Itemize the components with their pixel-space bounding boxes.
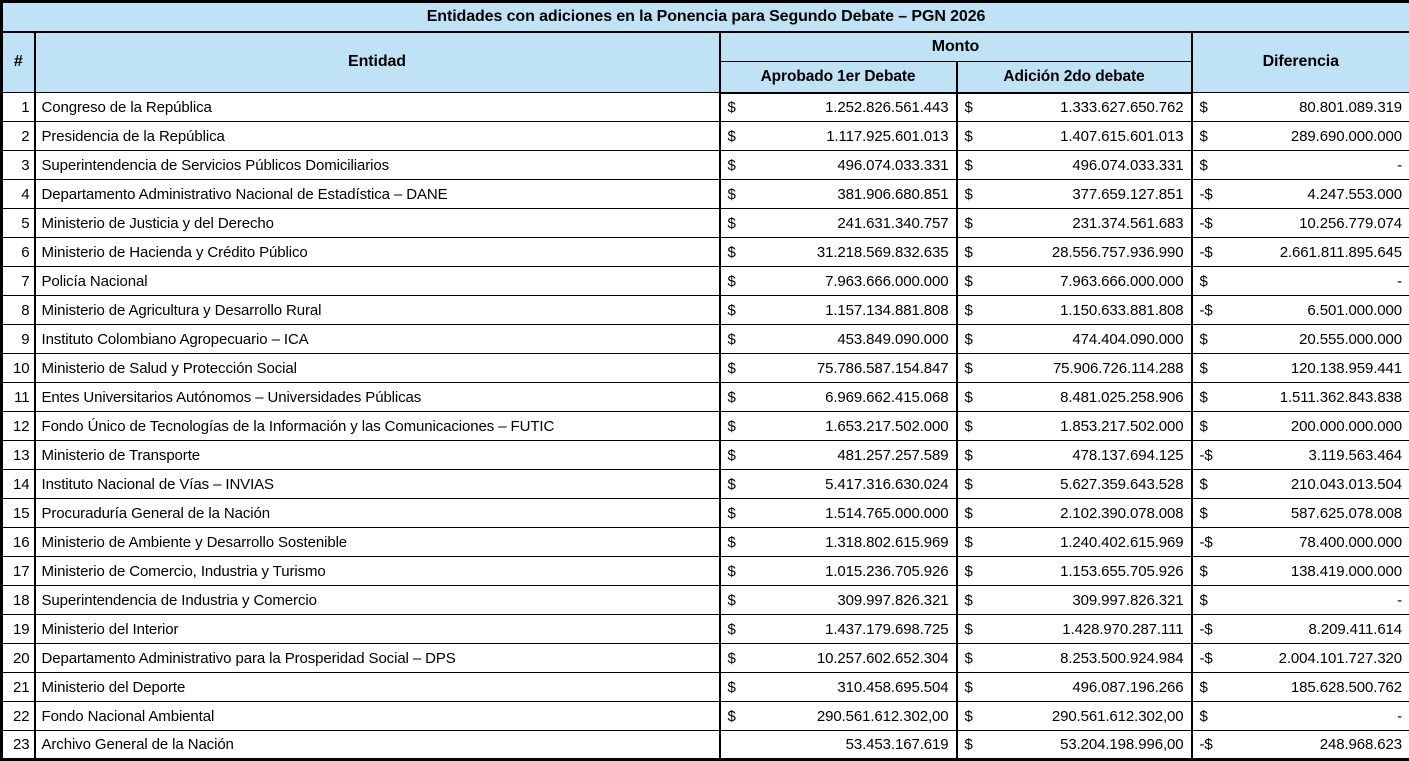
difference-cell [1192,673,1409,702]
approved-cell [720,238,957,267]
approved-cell [720,151,957,180]
table-row [2,731,1409,760]
difference-value: 4.247.553.000 [1307,186,1402,203]
table-row [2,644,1409,673]
table-row [2,702,1409,731]
row-number-cell: 6 [2,238,35,267]
approved-cell [720,702,957,731]
difference-value: 80.801.089.319 [1299,99,1402,116]
table-row [2,499,1409,528]
difference-currency-symbol: $ [1200,679,1208,696]
addition-value: 28.556.757.936.990 [1052,244,1184,261]
difference-currency-symbol: $ [1200,476,1208,493]
row-number-cell: 8 [2,296,35,325]
addition-cell [957,412,1192,441]
approved-value: 1.437.179.698.725 [825,621,948,638]
approved-cell [720,122,957,151]
entity-name-cell: Ministerio de Ambiente y Desarrollo Sostenible [35,528,720,557]
difference-currency-symbol: $ [1200,128,1208,145]
table-row [2,209,1409,238]
row-number-cell: 22 [2,702,35,731]
row-number-cell: 10 [2,354,35,383]
difference-value: 2.004.101.727.320 [1279,650,1402,667]
row-number-cell: 5 [2,209,35,238]
row-number-cell: 21 [2,673,35,702]
difference-currency-symbol: $ [1200,708,1208,725]
table-row [2,354,1409,383]
approved-cell [720,731,957,760]
addition-value: 1.407.615.601.013 [1060,128,1183,145]
entity-name-cell: Ministerio de Comercio, Industria y Turismo [35,557,720,586]
entity-name-cell: Congreso de la República [35,93,720,122]
addition-currency-symbol: $ [965,708,973,725]
approved-currency-symbol: $ [728,99,736,116]
table-row [2,412,1409,441]
table-row [2,325,1409,354]
table-row [2,528,1409,557]
row-number-cell: 12 [2,412,35,441]
difference-currency-symbol: $ [1200,389,1208,406]
approved-value: 1.653.217.502.000 [825,418,948,435]
difference-value: - [1397,157,1402,174]
row-number-cell: 11 [2,383,35,412]
difference-currency-symbol: -$ [1200,186,1213,203]
entity-name-cell: Presidencia de la República [35,122,720,151]
row-number-cell: 13 [2,441,35,470]
approved-currency-symbol: $ [728,447,736,464]
addition-currency-symbol: $ [965,99,973,116]
addition-value: 496.074.033.331 [1072,157,1183,174]
addition-currency-symbol: $ [965,157,973,174]
col-header-monto-group: Monto [720,32,1192,62]
difference-value: 1.511.362.843.838 [1280,389,1402,406]
approved-currency-symbol: $ [728,360,736,377]
approved-value: 75.786.587.154.847 [817,360,949,377]
approved-currency-symbol: $ [728,331,736,348]
approved-currency-symbol: $ [728,273,736,290]
addition-currency-symbol: $ [965,563,973,580]
row-number-cell: 7 [2,267,35,296]
entity-name-cell: Fondo Único de Tecnologías de la Información y las Comunicaciones – FUTIC [35,412,720,441]
table-row [2,441,1409,470]
approved-value: 290.561.612.302,00 [817,708,949,725]
difference-cell [1192,151,1409,180]
addition-currency-symbol: $ [965,186,973,203]
row-number-cell: 19 [2,615,35,644]
difference-currency-symbol: $ [1200,157,1208,174]
difference-currency-symbol: $ [1200,273,1208,290]
addition-value: 231.374.561.683 [1072,215,1183,232]
addition-currency-symbol: $ [965,650,973,667]
table-row [2,151,1409,180]
entity-name-cell: Ministerio de Hacienda y Crédito Público [35,238,720,267]
approved-currency-symbol: $ [728,389,736,406]
entity-name-cell: Departamento Administrativo para la Prosperidad Social – DPS [35,644,720,673]
addition-cell [957,180,1192,209]
entity-name-cell: Ministerio de Justicia y del Derecho [35,209,720,238]
row-number-cell: 20 [2,644,35,673]
addition-cell [957,209,1192,238]
approved-cell [720,470,957,499]
addition-currency-symbol: $ [965,534,973,551]
row-number-cell: 15 [2,499,35,528]
addition-value: 474.404.090.000 [1072,331,1183,348]
table-row [2,296,1409,325]
addition-cell [957,383,1192,412]
addition-cell [957,702,1192,731]
approved-cell [720,180,957,209]
addition-currency-symbol: $ [965,592,973,609]
difference-currency-symbol: -$ [1200,621,1213,638]
difference-currency-symbol: $ [1200,418,1208,435]
approved-value: 241.631.340.757 [837,215,948,232]
difference-cell [1192,470,1409,499]
addition-cell [957,354,1192,383]
addition-cell [957,499,1192,528]
approved-cell [720,586,957,615]
table-row [2,93,1409,122]
difference-value: 185.628.500.762 [1291,679,1402,696]
difference-value: 248.968.623 [1320,736,1402,753]
difference-cell [1192,644,1409,673]
approved-currency-symbol: $ [728,186,736,203]
col-header-entity: Entidad [35,32,720,93]
difference-cell [1192,412,1409,441]
col-header-num: # [2,32,35,93]
difference-cell [1192,702,1409,731]
approved-value: 310.458.695.504 [837,679,948,696]
approved-currency-symbol: $ [728,708,736,725]
approved-value: 31.218.569.832.635 [817,244,949,261]
addition-currency-symbol: $ [965,331,973,348]
addition-value: 1.150.633.881.808 [1060,302,1183,319]
addition-cell [957,557,1192,586]
addition-value: 2.102.390.078.008 [1060,505,1183,522]
approved-cell [720,615,957,644]
entity-name-cell: Ministerio de Salud y Protección Social [35,354,720,383]
addition-currency-symbol: $ [965,476,973,493]
addition-cell [957,644,1192,673]
approved-value: 1.318.802.615.969 [825,534,948,551]
col-header-difference: Diferencia [1192,32,1409,93]
table-title: Entidades con adiciones en la Ponencia para Segundo Debate – PGN 2026 [2,2,1409,32]
approved-value: 1.117.925.601.013 [826,128,948,145]
approved-value: 1.015.236.705.926 [825,563,948,580]
addition-currency-symbol: $ [965,679,973,696]
row-number-cell: 4 [2,180,35,209]
approved-cell [720,412,957,441]
difference-cell [1192,238,1409,267]
addition-value: 1.333.627.650.762 [1060,99,1183,116]
approved-currency-symbol: $ [728,128,736,145]
addition-cell [957,528,1192,557]
addition-cell [957,122,1192,151]
difference-cell [1192,122,1409,151]
approved-cell [720,209,957,238]
difference-currency-symbol: -$ [1200,534,1213,551]
difference-cell [1192,180,1409,209]
difference-cell [1192,499,1409,528]
col-header-approved: Aprobado 1er Debate [720,62,957,93]
table-row [2,557,1409,586]
difference-cell [1192,93,1409,122]
addition-currency-symbol: $ [965,736,973,753]
row-number-cell: 3 [2,151,35,180]
approved-cell [720,296,957,325]
table-row [2,586,1409,615]
approved-cell [720,267,957,296]
row-number-cell: 1 [2,93,35,122]
approved-value: 496.074.033.331 [837,157,948,174]
addition-cell [957,93,1192,122]
table-row [2,615,1409,644]
addition-value: 496.087.196.266 [1072,679,1183,696]
addition-currency-symbol: $ [965,360,973,377]
difference-value: 587.625.078.008 [1291,505,1402,522]
addition-cell [957,325,1192,354]
difference-currency-symbol: -$ [1200,302,1213,319]
difference-value: - [1397,592,1402,609]
difference-value: 2.661.811.895.645 [1280,244,1402,261]
addition-currency-symbol: $ [965,447,973,464]
approved-currency-symbol: $ [728,418,736,435]
row-number-cell: 23 [2,731,35,760]
approved-value: 6.969.662.415.068 [825,389,948,406]
difference-value: 3.119.563.464 [1309,447,1403,464]
addition-cell [957,441,1192,470]
difference-cell [1192,441,1409,470]
approved-cell [720,557,957,586]
addition-value: 1.153.655.705.926 [1060,563,1183,580]
difference-currency-symbol: $ [1200,505,1208,522]
difference-currency-symbol: -$ [1200,215,1213,232]
approved-value: 5.417.316.630.024 [825,476,948,493]
difference-currency-symbol: $ [1200,99,1208,116]
approved-currency-symbol: $ [728,650,736,667]
addition-value: 1.853.217.502.000 [1060,418,1183,435]
approved-cell [720,441,957,470]
difference-value: - [1397,708,1402,725]
addition-value: 75.906.726.114.288 [1053,360,1184,377]
approved-currency-symbol: $ [728,621,736,638]
difference-currency-symbol: -$ [1200,447,1213,464]
addition-value: 7.963.666.000.000 [1060,273,1183,290]
approved-currency-symbol: $ [728,592,736,609]
difference-currency-symbol: $ [1200,360,1208,377]
approved-cell [720,325,957,354]
entity-name-cell: Ministerio del Deporte [35,673,720,702]
difference-value: 78.400.000.000 [1299,534,1402,551]
addition-value: 53.204.198.996,00 [1060,736,1183,753]
difference-cell [1192,528,1409,557]
approved-currency-symbol: $ [728,534,736,551]
approved-value: 53.453.167.619 [846,736,949,753]
addition-value: 1.428.970.287.111 [1062,621,1183,638]
approved-currency-symbol: $ [728,244,736,261]
approved-value: 10.257.602.652.304 [817,650,949,667]
approved-value: 1.157.134.881.808 [825,302,948,319]
entity-name-cell: Departamento Administrativo Nacional de Estadística – DANE [35,180,720,209]
approved-value: 309.997.826.321 [837,592,948,609]
difference-cell [1192,354,1409,383]
approved-value: 481.257.257.589 [837,447,948,464]
difference-value: 20.555.000.000 [1299,331,1402,348]
entity-name-cell: Instituto Colombiano Agropecuario – ICA [35,325,720,354]
table-row [2,470,1409,499]
entity-name-cell: Instituto Nacional de Vías – INVIAS [35,470,720,499]
addition-cell [957,615,1192,644]
difference-value: 6.501.000.000 [1307,302,1402,319]
addition-cell [957,267,1192,296]
difference-cell [1192,325,1409,354]
difference-cell [1192,209,1409,238]
difference-value: 10.256.779.074 [1299,215,1402,232]
approved-cell [720,354,957,383]
approved-value: 1.252.826.561.443 [825,99,948,116]
addition-currency-symbol: $ [965,621,973,638]
addition-currency-symbol: $ [965,302,973,319]
addition-value: 478.137.694.125 [1072,447,1183,464]
approved-currency-symbol: $ [728,476,736,493]
approved-currency-symbol: $ [728,505,736,522]
addition-cell [957,238,1192,267]
addition-value: 5.627.359.643.528 [1060,476,1183,493]
difference-currency-symbol: -$ [1200,736,1213,753]
table-row [2,180,1409,209]
addition-currency-symbol: $ [965,273,973,290]
approved-cell [720,93,957,122]
difference-cell [1192,296,1409,325]
table-row [2,383,1409,412]
table-row [2,673,1409,702]
addition-cell [957,673,1192,702]
approved-value: 7.963.666.000.000 [825,273,948,290]
approved-value: 453.849.090.000 [837,331,948,348]
entity-name-cell: Superintendencia de Servicios Públicos Domiciliarios [35,151,720,180]
entity-name-cell: Ministerio de Transporte [35,441,720,470]
addition-currency-symbol: $ [965,505,973,522]
addition-cell [957,151,1192,180]
approved-currency-symbol: $ [728,679,736,696]
difference-value: 120.138.959.441 [1291,360,1402,377]
addition-cell [957,296,1192,325]
difference-currency-symbol: -$ [1200,650,1213,667]
header-row-group [2,32,1409,62]
approved-currency-symbol: $ [728,157,736,174]
addition-value: 8.253.500.924.984 [1060,650,1183,667]
entity-name-cell: Archivo General de la Nación [35,731,720,760]
entity-name-cell: Policía Nacional [35,267,720,296]
approved-currency-symbol: $ [728,215,736,232]
row-number-cell: 14 [2,470,35,499]
entity-name-cell: Procuraduría General de la Nación [35,499,720,528]
approved-value: 381.906.680.851 [837,186,948,203]
addition-value: 8.481.025.258.906 [1060,389,1183,406]
addition-cell [957,470,1192,499]
addition-currency-symbol: $ [965,418,973,435]
addition-currency-symbol: $ [965,215,973,232]
approved-cell [720,673,957,702]
row-number-cell: 16 [2,528,35,557]
difference-cell [1192,557,1409,586]
difference-currency-symbol: $ [1200,592,1208,609]
table-row [2,267,1409,296]
approved-currency-symbol: $ [728,563,736,580]
addition-currency-symbol: $ [965,244,973,261]
addition-value: 290.561.612.302,00 [1052,708,1184,725]
difference-cell [1192,383,1409,412]
difference-value: 289.690.000.000 [1291,128,1402,145]
addition-currency-symbol: $ [965,128,973,145]
table-row [2,122,1409,151]
table-title-row [2,2,1409,32]
entity-name-cell: Fondo Nacional Ambiental [35,702,720,731]
entity-name-cell: Superintendencia de Industria y Comercio [35,586,720,615]
addition-value: 1.240.402.615.969 [1060,534,1183,551]
difference-value: 200.000.000.000 [1291,418,1402,435]
row-number-cell: 9 [2,325,35,354]
approved-cell [720,499,957,528]
difference-value: 138.419.000.000 [1291,563,1402,580]
difference-currency-symbol: $ [1200,331,1208,348]
table-row [2,238,1409,267]
approved-cell [720,644,957,673]
difference-value: 8.209.411.614 [1309,621,1403,638]
approved-cell [720,528,957,557]
addition-value: 377.659.127.851 [1072,186,1183,203]
addition-currency-symbol: $ [965,389,973,406]
col-header-addition: Adición 2do debate [957,62,1192,93]
approved-currency-symbol: $ [728,302,736,319]
difference-cell [1192,586,1409,615]
approved-cell [720,383,957,412]
difference-cell [1192,731,1409,760]
entity-name-cell: Ministerio de Agricultura y Desarrollo Rural [35,296,720,325]
row-number-cell: 17 [2,557,35,586]
addition-cell [957,586,1192,615]
difference-currency-symbol: $ [1200,563,1208,580]
row-number-cell: 2 [2,122,35,151]
difference-currency-symbol: -$ [1200,244,1213,261]
entity-name-cell: Entes Universitarios Autónomos – Universidades Públicas [35,383,720,412]
addition-cell [957,731,1192,760]
addition-value: 309.997.826.321 [1072,592,1183,609]
difference-value: - [1397,273,1402,290]
approved-value: 1.514.765.000.000 [825,505,948,522]
difference-cell [1192,267,1409,296]
table-body [2,93,1409,760]
row-number-cell: 18 [2,586,35,615]
difference-cell [1192,615,1409,644]
difference-value: 210.043.013.504 [1291,476,1402,493]
entity-name-cell: Ministerio del Interior [35,615,720,644]
